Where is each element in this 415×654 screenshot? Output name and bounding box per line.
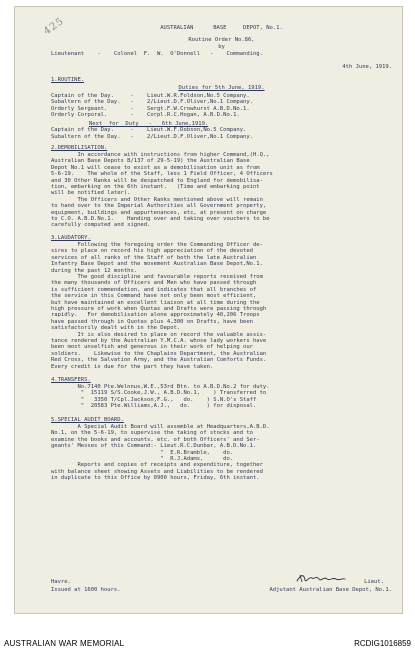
laudatory-line: have passed through in Quotas plus 4,300 on Drafts, have been — [51, 318, 253, 325]
duty-line: Orderly Sergeant. - Sergt.F.W.Crowhurst A.B.D.No.1. — [51, 105, 250, 112]
transfer-line: No.7140 Pte.Welnnus,W.E.,53rd Btn. to A.B.D.No.2 for duty. — [51, 384, 270, 390]
section-audit-heading: 5.SPECIAL AUDIT BOARD. — [51, 417, 124, 423]
audit-line: No.1, on the 5-6-19, to supervise the taking of stocks and to — [51, 430, 253, 437]
section-transfers-heading: 4.TRANSFERS. — [51, 377, 91, 383]
laudatory-line: sires to place on record his high appreciation of the devoted — [51, 248, 253, 255]
audit-line: geants' Messes of this Command:- Lieut.R.C.Dunbar, A.B.D.No.1. — [51, 443, 257, 450]
demob-line: and 30 Other Ranks will be despatched to England for demobilisa- — [51, 177, 263, 184]
order-date: 4th June, 1919. — [342, 64, 392, 70]
transfer-line: " 3350 T/Cpl.Jackson,F.G., do. ) S.N.O's Staff — [51, 396, 257, 403]
demob-line: will be notified later). — [51, 190, 131, 197]
demob-line: Australian Base Depots B/137 of 29-5-19) the Australian Base — [51, 158, 250, 165]
commander-line: Lieutenant - Colonel F. W. O'Donnell - Commanding. — [51, 51, 263, 57]
laudatory-line: Following the foregoing order the Commanding Officer de- — [51, 242, 263, 248]
demob-line: 5-6-19. The whole of the Staff, less 1 Field Officer, 4 Officers — [51, 171, 273, 178]
closing-place: Havre. — [51, 579, 71, 585]
laudatory-line: Infantry Base Depot and the movement Australian Base Depot,No.1. — [51, 261, 263, 268]
audit-line: examine the books and accounts, etc. of both Officers' and Ser- — [51, 436, 260, 443]
record-id: RCDIG1016859 — [354, 639, 411, 648]
audit-line: " R.J.Adams, do. — [51, 456, 234, 462]
laudatory-line: tance rendered by the Australian Y.M.C.A. whose lady workers have — [51, 338, 267, 344]
typed-text-body — [51, 7, 392, 613]
adjutant-title: Adjutant Australian Base Depot, No.1. — [269, 587, 392, 593]
document-title: AUSTRALIAN BASE DEPOT, No.1. — [160, 25, 283, 31]
demob-line: The Officers and Other Ranks mentioned above will remain — [51, 196, 263, 203]
handwritten-signature — [295, 572, 347, 584]
laudatory-line: Red Cross, the Salvation Army, and the Australian Comforts Funds. — [51, 357, 267, 364]
duty-line: Subaltern of the Day. - 2/Lieut.D.F.Oliver,No.1 Company. — [51, 99, 253, 106]
next-duty-heading: Next for Duty - 6th June,1919. — [89, 121, 209, 127]
laudatory-line: soldiers. Likewise to the Chaplains Department, the Australian — [51, 350, 267, 357]
next-duty-line: Subaltern of the Day. - 2/Lieut.D.F.Oliver,No.1 Company. — [51, 133, 253, 140]
transfer-line: " 15119 S/S.Cooke,J.W., A.B.D.No.1, ) Transferred to — [51, 390, 267, 397]
audit-line: Reports and copies of receipts and expenditure, together — [51, 462, 263, 469]
next-duty-line: Captain of the Day. - Lieut.W.F.Dobson,No.5 Company. — [51, 127, 247, 134]
section-routine-heading: 1.ROUTINE. — [51, 77, 85, 83]
laudatory-line: the many thousands of Officers and Men who have passed through — [51, 280, 257, 287]
closing-rank: Lieut. — [364, 579, 384, 585]
laudatory-line: satisfactorily dealt with in the Depot. — [51, 325, 181, 332]
audit-line: with balance sheet showing Assets and Liabilities to be rendered — [51, 468, 263, 475]
duty-line: Captain of the Day. - Lieut.W.R.Foldson,No.5 Company. — [51, 93, 250, 99]
demob-line: equipment, buildings and appurtenances, etc, at present on charge — [51, 209, 267, 216]
audit-line: in duplicate to this Office by 0900 hours, Friday, 6th instant. — [51, 475, 260, 482]
laudatory-line: services of all ranks of the Staff of both the late Australian — [51, 254, 257, 261]
document-page — [14, 6, 403, 614]
archive-footer — [0, 617, 415, 654]
laudatory-line: high pressure of work when Quotas and Drafts were passing through — [51, 306, 267, 312]
laudatory-line: Every credit is due for the part they have taken. — [51, 363, 214, 370]
order-by: by — [218, 44, 225, 50]
laudatory-line: rapidly. For demobilisation alone approximately 40,206 Troops — [51, 312, 260, 319]
audit-line: " E.R.Bramble, do. — [51, 449, 234, 456]
laudatory-line: but have maintained an excellent liaison at all time during the — [51, 299, 260, 306]
laudatory-line: is sufficient commendation, and indicates that all branches of — [51, 286, 257, 293]
laudatory-line: The good discipline and favourable reports received from — [51, 274, 263, 280]
laudatory-line: It is also desired to place on record the valuable assis- — [51, 331, 267, 338]
issued-time: Issued at 1600 hours. — [51, 587, 121, 593]
duty-line: Orderly Corporal. - Corpl.R.C.Hogan, A.B.D.No.1. — [51, 112, 240, 119]
transfer-line: " 20583 Pte.Williams,A.J., do. ) for disposal. — [51, 403, 257, 410]
demob-line: to hand over to the Imperial Authorities all Government property, — [51, 203, 267, 210]
laudatory-line: during the past 12 months. — [51, 267, 138, 274]
audit-line: A Special Audit Board will assemble at Headquarters,A.B.D. — [51, 424, 270, 430]
demob-line: carefully computed and signed. — [51, 222, 151, 229]
demob-line: Depot No.1 will cease to exist as a demobilisation unit as from — [51, 164, 260, 171]
demob-line: tion, embarking on the 6th instant. (Time and embarking point — [51, 184, 260, 190]
archive-name: AUSTRALIAN WAR MEMORIAL — [4, 639, 125, 648]
section-laudatory-heading: 3.LAUDATORY. — [51, 235, 91, 241]
demob-line: In accordance with instructions from higher Command,(H.Q., — [51, 152, 270, 158]
laudatory-line: the service in this Command have not only been most efficient, — [51, 293, 257, 300]
laudatory-line: been most unselfish and generous in their work of helping our — [51, 344, 253, 351]
order-number: Routine Order No.86, — [188, 37, 255, 43]
pencil-page-number: 425 — [41, 15, 67, 38]
duties-heading: Duties for 5th June, 1919. — [178, 85, 265, 91]
demob-line: to C.O. A.B.D.No.1. Handing over and taking over vouchers to be — [51, 216, 270, 222]
section-demobilisation-heading: 2.DEMOBILISATION. — [51, 145, 108, 151]
